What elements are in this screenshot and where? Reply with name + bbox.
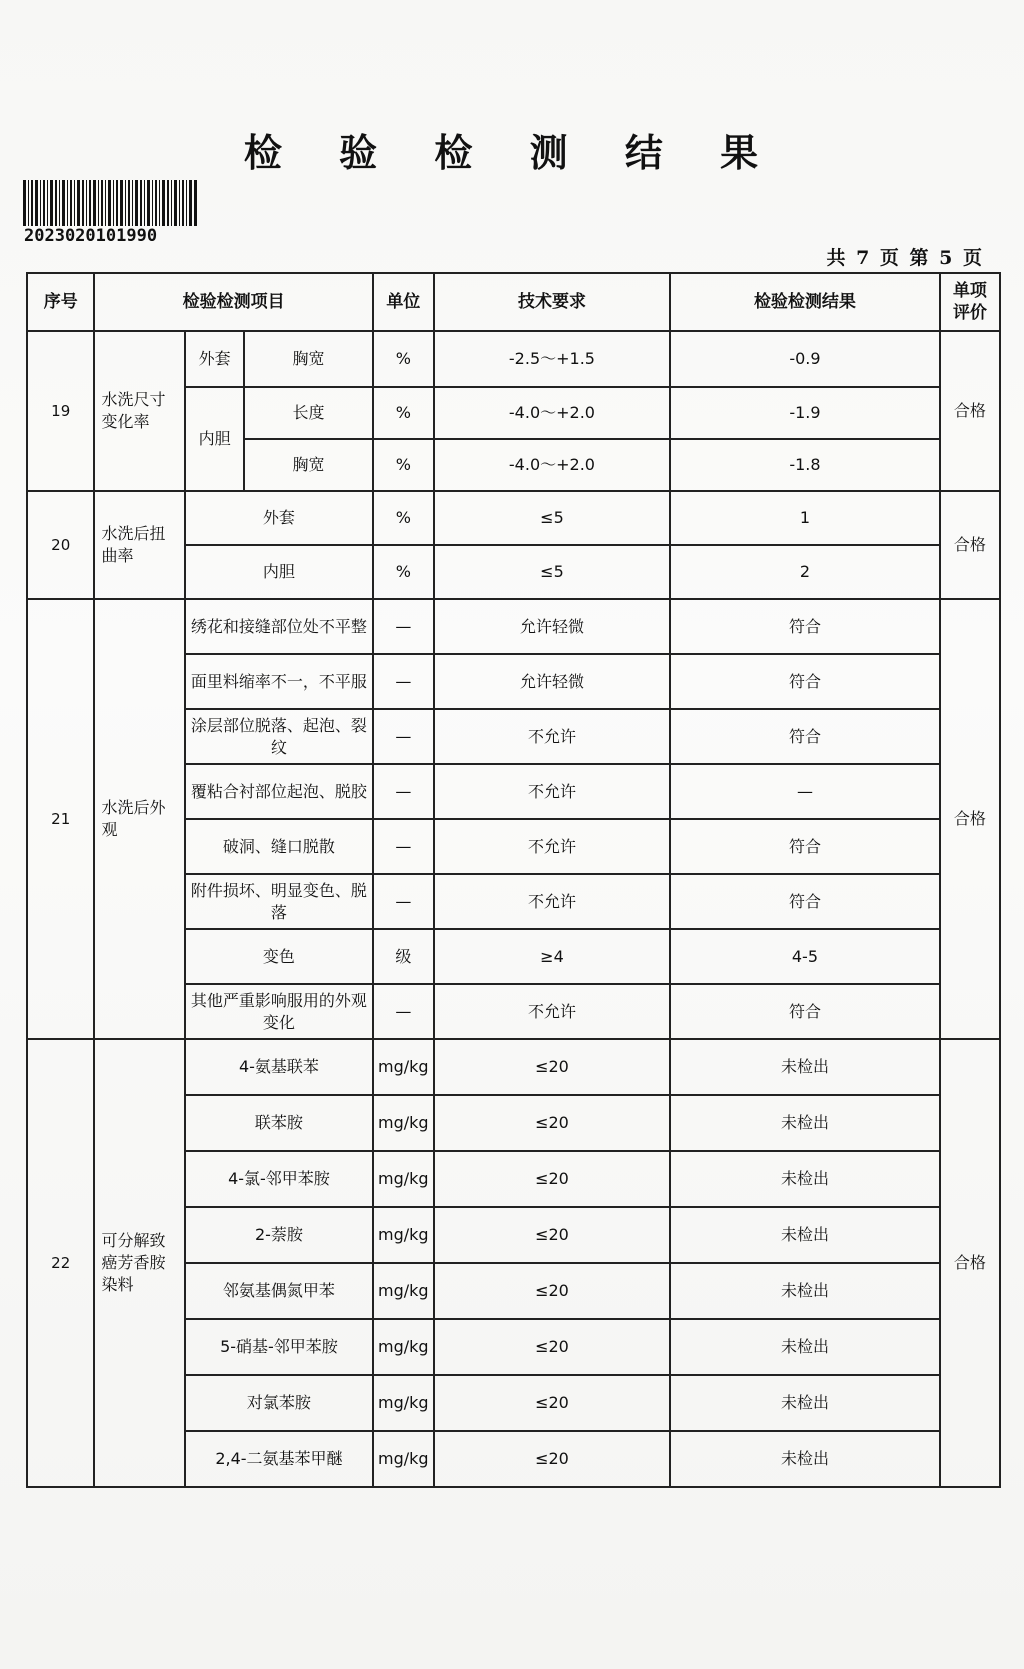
result-cell: 符合 [670,819,940,874]
header-evaluation: 单项评价 [940,273,1000,331]
requirement-cell: 不允许 [434,764,670,819]
sub-item: 内胆 [185,545,373,599]
result-cell: 未检出 [670,1431,940,1487]
header-seq: 序号 [27,273,94,331]
unit-cell: — [373,819,434,874]
evaluation-cell: 合格 [940,491,1000,599]
unit-cell: — [373,764,434,819]
unit-cell: % [373,387,434,439]
sub-item: 覆粘合衬部位起泡、脱胶 [185,764,373,819]
sub-item: 联苯胺 [185,1095,373,1151]
requirement-cell: ≤20 [434,1095,670,1151]
result-cell: 未检出 [670,1375,940,1431]
requirement-cell: ≤20 [434,1319,670,1375]
requirement-cell: 不允许 [434,819,670,874]
result-cell: 未检出 [670,1207,940,1263]
result-cell: 未检出 [670,1039,940,1095]
evaluation-cell: 合格 [940,331,1000,491]
requirement-cell: 不允许 [434,984,670,1039]
result-cell: -1.9 [670,387,940,439]
sub-item: 面里料缩率不一，不平服 [185,654,373,709]
row-item-name: 水洗后扭曲率 [94,491,185,599]
unit-cell: % [373,331,434,387]
result-cell: 符合 [670,599,940,654]
row-item-name: 水洗后外观 [94,599,185,1039]
result-cell: 符合 [670,654,940,709]
unit-cell: — [373,599,434,654]
result-cell: 1 [670,491,940,545]
unit-cell: % [373,439,434,491]
result-cell: 未检出 [670,1151,940,1207]
requirement-cell: ≤20 [434,1207,670,1263]
sub-item: 其他严重影响服用的外观变化 [185,984,373,1039]
table-row [27,491,1000,545]
table-row [27,599,1000,654]
sub-item: 5-硝基-邻甲苯胺 [185,1319,373,1375]
row-item-name: 可分解致癌芳香胺染料 [94,1039,185,1487]
requirement-cell: -4.0～+2.0 [434,439,670,491]
sub-item: 涂层部位脱落、起泡、裂纹 [185,709,373,764]
sub-item: 破洞、缝口脱散 [185,819,373,874]
sub-item: 变色 [185,929,373,984]
result-cell: 未检出 [670,1095,940,1151]
requirement-cell: ≤20 [434,1039,670,1095]
sub-item: 绣花和接缝部位处不平整 [185,599,373,654]
result-cell: 未检出 [670,1319,940,1375]
row-seq: 20 [27,491,94,599]
requirement-cell: ≤20 [434,1151,670,1207]
sub-item: 胸宽 [244,439,373,491]
unit-cell: % [373,491,434,545]
sub-item: 4-氨基联苯 [185,1039,373,1095]
sub-item: 2-萘胺 [185,1207,373,1263]
header-item: 检验检测项目 [94,273,372,331]
requirement-cell: ≤5 [434,491,670,545]
unit-cell: mg/kg [373,1207,434,1263]
result-cell: 4-5 [670,929,940,984]
unit-cell: mg/kg [373,1375,434,1431]
sub-item: 长度 [244,387,373,439]
row-seq: 22 [27,1039,94,1487]
sub-item: 对氯苯胺 [185,1375,373,1431]
sub-item: 附件损坏、明显变色、脱落 [185,874,373,929]
table-row [27,331,1000,387]
result-cell: 未检出 [670,1263,940,1319]
page-indicator: 共 7 页 第 5 页 [826,247,984,269]
evaluation-cell: 合格 [940,1039,1000,1487]
unit-cell: mg/kg [373,1263,434,1319]
sub-item: 胸宽 [244,331,373,387]
unit-cell: — [373,709,434,764]
sub-item: 邻氨基偶氮甲苯 [185,1263,373,1319]
row-seq: 19 [27,331,94,491]
result-cell: 符合 [670,874,940,929]
requirement-cell: ≤20 [434,1375,670,1431]
results-table [26,272,1001,1488]
unit-cell: mg/kg [373,1431,434,1487]
unit-cell: — [373,984,434,1039]
unit-cell: — [373,874,434,929]
sub-group-label: 外套 [185,331,244,387]
requirement-cell: 不允许 [434,874,670,929]
result-cell: 2 [670,545,940,599]
row-item-name: 水洗尺寸变化率 [94,331,185,491]
unit-cell: % [373,545,434,599]
result-cell: -1.8 [670,439,940,491]
requirement-cell: 允许轻微 [434,599,670,654]
result-cell: 符合 [670,984,940,1039]
result-cell: 符合 [670,709,940,764]
unit-cell: mg/kg [373,1151,434,1207]
page-title: 检 验 检 测 结 果 [243,130,781,175]
header-unit: 单位 [373,273,434,331]
barcode-number: 2023020101990 [24,226,158,246]
unit-cell: mg/kg [373,1039,434,1095]
barcode-image [23,180,197,226]
sub-group-label: 内胆 [185,387,244,491]
result-cell: — [670,764,940,819]
table-header-row [27,273,1000,331]
evaluation-cell: 合格 [940,599,1000,1039]
sub-item: 外套 [185,491,373,545]
requirement-cell: ≤20 [434,1263,670,1319]
requirement-cell: ≥4 [434,929,670,984]
requirement-cell: 不允许 [434,709,670,764]
table-row [27,1039,1000,1095]
requirement-cell: -4.0～+2.0 [434,387,670,439]
requirement-cell: ≤5 [434,545,670,599]
sub-item: 2,4-二氨基苯甲醚 [185,1431,373,1487]
unit-cell: — [373,654,434,709]
header-result: 检验检测结果 [670,273,940,331]
requirement-cell: ≤20 [434,1431,670,1487]
unit-cell: 级 [373,929,434,984]
unit-cell: mg/kg [373,1095,434,1151]
row-seq: 21 [27,599,94,1039]
header-requirement: 技术要求 [434,273,670,331]
requirement-cell: -2.5～+1.5 [434,331,670,387]
sub-item: 4-氯-邻甲苯胺 [185,1151,373,1207]
result-cell: -0.9 [670,331,940,387]
requirement-cell: 允许轻微 [434,654,670,709]
unit-cell: mg/kg [373,1319,434,1375]
